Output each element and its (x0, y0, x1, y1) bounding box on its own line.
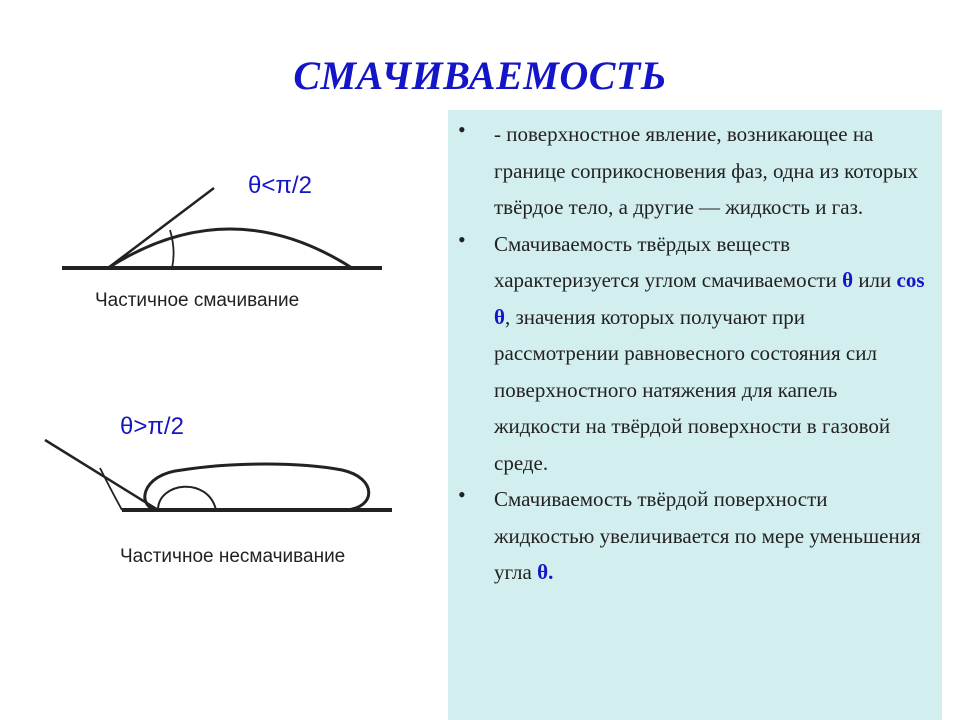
angle-arc (100, 468, 122, 510)
bullet-marker: • (458, 482, 466, 507)
bullet-item (448, 226, 928, 482)
angle-label-lt: θ<π/2 (248, 172, 312, 199)
droplet-outline (108, 229, 352, 268)
bullet-marker: • (458, 117, 466, 142)
partial-wetting-figure (62, 172, 382, 311)
angle-arc (170, 230, 174, 268)
page-title: СМАЧИВАЕМОСТЬ (293, 53, 667, 98)
angle-label-gt: θ>π/2 (120, 413, 184, 440)
wetting-diagrams (0, 0, 448, 720)
tangent-line (108, 188, 214, 268)
partial-nonwetting-figure (45, 413, 392, 567)
tangent-line (45, 440, 158, 510)
bullet-text: Смачиваемость твёрдой поверхности жидкостью увеличивается по мере уменьшения угла (494, 487, 921, 584)
bullet-text: - поверхностное явление, возникающее на границе соприкосновения фаз, одна из которых твёрдое тело, а другие — жидкость и газ. (494, 122, 918, 219)
bullet-marker: • (458, 226, 466, 252)
theta-symbol: θ (842, 268, 854, 292)
bullet-item (448, 481, 928, 591)
bullet-list (448, 116, 942, 591)
caption-partial-wetting: Частичное смачивание (95, 290, 300, 311)
theta-symbol: θ. (537, 560, 554, 584)
cos-theta-symbol: cos θ (494, 268, 925, 329)
bullet-text: Смачиваемость твёрдых веществ характеризуется углом смачиваемости (494, 231, 843, 292)
bullet-text: , значения которых получают при рассмотрении равновесного состояния сил поверхностного натяжения для капель жидкости на твёрдой поверхности в газовой среде. (494, 304, 891, 475)
caption-partial-nonwetting: Частичное несмачивание (120, 546, 346, 567)
bullet-text: или (853, 268, 897, 292)
bullet-item (448, 116, 928, 226)
inner-contour (158, 487, 216, 510)
